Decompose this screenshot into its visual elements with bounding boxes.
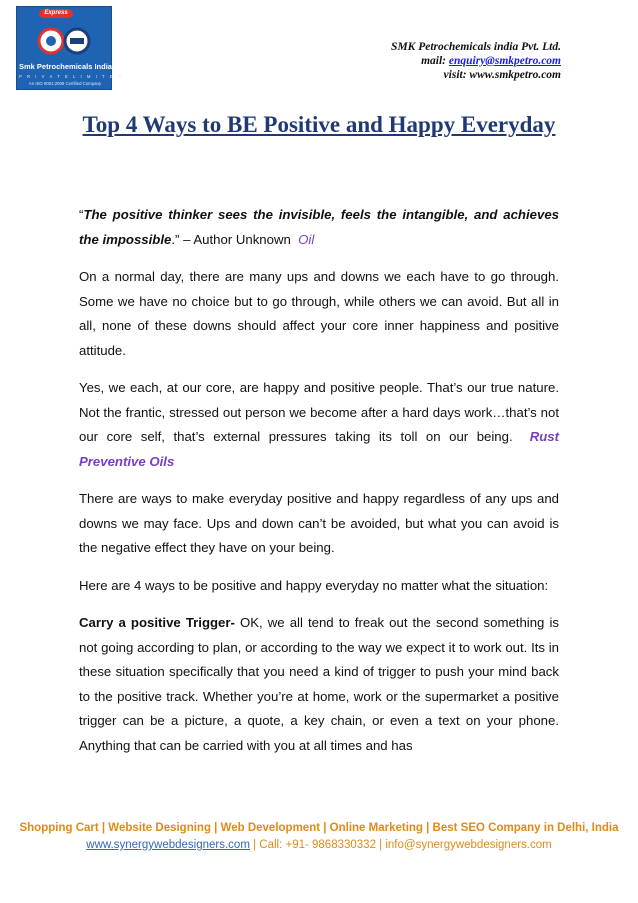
company-name: SMK Petrochemicals india Pvt. Ltd. [391,41,561,53]
quote-open: “ [79,207,84,222]
keyword-link[interactable]: Rust Preventive Oils [79,429,559,469]
section-heading: Carry a positive Trigger- [79,615,235,630]
quote-text: The positive thinker sees the invisible, feels the intangible, and achieves the impossible [79,207,559,247]
footer-contact-line [0,837,638,854]
company-visit: visit: www.smkpetro.com [443,69,561,81]
mail-prefix: mail: [421,55,447,67]
company-mail [391,54,561,68]
logo-badge: Express [39,9,73,18]
company-info [391,40,561,82]
quote-attribution: .” – Author Unknown [171,231,291,247]
paragraph-2 [79,376,559,474]
logo-tagline: P R I V A T E L I M I T E D [19,74,123,79]
footer-services: Shopping Cart | Website Designing | Web Development | Online Marketing | Best SEO Company in Delhi, India [19,822,619,834]
document-body [79,203,559,758]
paragraph-5 [79,611,559,758]
keyword-link[interactable]: Oil [298,231,315,247]
logo-emblem-icon [37,23,93,59]
footer-website-link[interactable]: www.synergywebdesigners.com [86,839,250,851]
mail-link[interactable]: enquiry@smkpetro.com [448,55,561,67]
page-footer [0,820,638,854]
paragraph-3: There are ways to make everyday positive and happy regardless of any ups and downs we may face. Ups and down can’t be avoided, but what you can avoid is the negative effect they have on your being. [79,491,559,555]
quote-paragraph [79,203,559,252]
company-logo [16,6,123,90]
paragraph-5-text: OK, we all tend to freak out the second something is not going according to plan, or according to the way we expect it to work out. Its in these situation specifically that you need a kind of trigger to push your mind back to the positive track. Whether you’re at home, work or the supermarket a positive trigger can be a picture, a quote, a key chain, or even a text on your phone. Anything that can be carried with you at all times and has [79,615,559,753]
footer-contact: | Call: +91- 9868330332 | info@synergywebdesigners.com [249,839,552,851]
paragraph-4: Here are 4 ways to be positive and happy everyday no matter what the situation: [79,577,549,593]
logo-brand-text: Smk Petrochemicals India [19,62,112,71]
paragraph-2-text: Yes, we each, at our core, are happy and positive people. That’s our true nature. Not the frantic, stressed out person we become after a hard days work…that’s not our core self, that’s external pressures taking its toll on our being. [79,380,559,444]
logo-subline: An ISO 9001:2008 Certified Company [28,81,102,86]
paragraph-1: On a normal day, there are many ups and downs we each have to go through. Some we have no choice but to go through, while others we can avoid. But all in all, none of these downs should affect your core inner happiness and positive attitude. [79,269,559,358]
document-title: Top 4 Ways to BE Positive and Happy Everyday [82,112,556,137]
